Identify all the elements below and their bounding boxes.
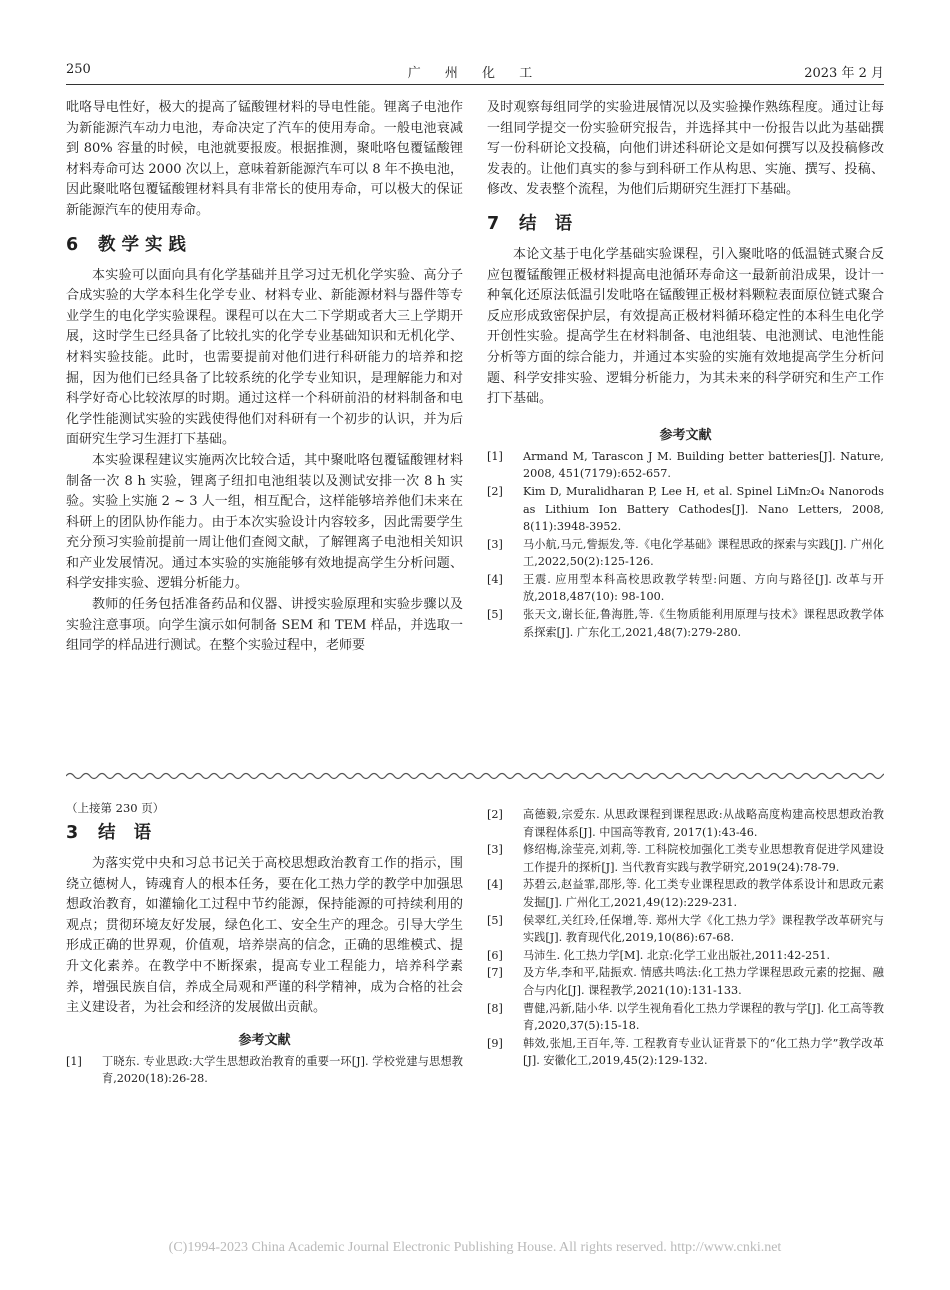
reference-text: 张天文,谢长征,鲁海胜,等.《生物质能利用原理与技术》课程思政教学体系探索[J]. 广东化工,2021,48(7):279-280. bbox=[523, 608, 884, 639]
reference-text: 及方华,李和平,陆振欢. 情感共鸣法:化工热力学课程思政元素的挖掘、融合与内化[J]. 课程教学,2021(10):131-133. bbox=[523, 966, 884, 997]
reference-text: 王震. 应用型本科高校思政教学转型:问题、方向与路径[J]. 改革与开放,2018,487(10): 98-100. bbox=[523, 572, 884, 604]
reference-item bbox=[487, 964, 884, 999]
reference-item bbox=[487, 536, 884, 571]
conclusion-paragraph: 本论文基于电化学基础实验课程，引入聚吡咯的低温链式聚合反应包覆锰酸锂正极材料提高电池循环寿命这一最新前沿成果，设计一种氧化还原法低温引发吡咯在锰酸锂正极材料颗粒表面原位链式聚合反应形成致密保护层，有效提高正极材料循环稳定性的本科生电化学开创性实验。提高学生在材料制备、电池组装、电池测试、电池性能分析等方面的综合能力，并通过本实验的实施有效地提高学生分析问题、科学安排实验、逻辑分析能力，为其未来的科学研究和生产工作打下基础。 bbox=[487, 246, 884, 407]
reference-item bbox=[487, 947, 884, 965]
bottom-right-column bbox=[487, 806, 884, 1070]
header-rule bbox=[66, 84, 884, 85]
reference-item bbox=[487, 1000, 884, 1035]
section-title: 教学实践 bbox=[98, 234, 192, 255]
section-6-heading bbox=[66, 228, 463, 262]
reference-number: [8] bbox=[487, 1001, 503, 1015]
reference-item bbox=[487, 448, 884, 483]
copyright-footer: (C)1994-2023 China Academic Journal Electronic Publishing House. All rights reserved. http://www.cnki.net bbox=[168, 1240, 782, 1255]
reference-item bbox=[487, 483, 884, 536]
reference-text: 修绍梅,涂莹亮,刘莉,等. 工科院校加强化工类专业思想教育促进学风建设工作提升的探析[J]. 当代教育实践与教学研究,2019(24):78-79. bbox=[523, 843, 884, 874]
reference-item bbox=[487, 876, 884, 911]
running-head bbox=[66, 62, 884, 86]
reference-text: Armand M, Tarascon J M. Building better batteries[J]. Nature, 2008, 451(7179):652-657. bbox=[523, 449, 884, 481]
top-left-column bbox=[66, 98, 463, 657]
section-3-heading bbox=[66, 816, 463, 850]
section-title: 结 语 bbox=[519, 213, 579, 234]
conclusion-paragraph: 为落实党中央和习总书记关于高校思想政治教育工作的指示，围绕立德树人，铸魂育人的根本任务，要在化工热力学的教学中加强思想政治教育，如灌输化工过程中节约能源，保持能源的可持续利用的观点；贯彻环境友好发展，绿色化工、安全生产的理念。引导大学生形成正确的世界观，价值观，培养崇高的信念，正确的思维模式、提升文化素养。在教学中不断探索，提高专业工程能力，培养科学素养，增强民族自信，养成全局观和严谨的科学精神，成为合格的社会主义建设者，为社会和经济的发展做出贡献。 bbox=[66, 856, 463, 1016]
reference-number: [2] bbox=[487, 808, 503, 821]
section-7-heading bbox=[487, 207, 884, 241]
reference-number: [3] bbox=[487, 843, 503, 857]
continued-from-note: （上接第 230 页） bbox=[66, 801, 165, 815]
section-title: 结 语 bbox=[98, 823, 158, 843]
references-heading: 参考文献 bbox=[238, 1032, 291, 1048]
reference-text: 侯翠红,关红玲,任保增,等. 郑州大学《化工热力学》课程教学改革研究与实践[J]. 教育现代化,2019,10(86):67-68. bbox=[523, 913, 884, 945]
reference-number: [4] bbox=[487, 878, 503, 892]
body-paragraph: 本实验可以面向具有化学基础并且学习过无机化学实验、高分子合成实验的大学本科生化学专业、材料专业、新能源材料与器件等专业学生的电化学实验课程。课程可以在大二下学期或者大三上学期开展，这时学生已经具备了比较扎实的化学专业基础知识和无机化学、材料实验技能。此时，也需要提前对他们进行科研能力的培养和挖掘，因为他们已经具备了比较系统的化学专业知识，是理解能力和对科学好奇心比较浓厚的时期。通过这样一个科研前沿的材料制备和电化学性能测试实验的实践使得他们对科研有一个初步的认识，并为后面研究生学习生涯打下基础。 bbox=[66, 267, 463, 448]
reference-text: 马小航,马元,訾振发,等.《电化学基础》课程思政的探索与实践[J]. 广州化工,2022,50(2):125-126. bbox=[523, 537, 884, 569]
section-number: 6 bbox=[66, 234, 79, 255]
reference-item bbox=[487, 806, 884, 841]
reference-list bbox=[487, 448, 884, 642]
journal-name: 广 州 化 工 bbox=[407, 66, 543, 81]
reference-item bbox=[487, 571, 884, 606]
reference-number: [2] bbox=[487, 484, 503, 498]
bottom-left-column bbox=[66, 816, 463, 1088]
continued-paragraph: 及时观察每组同学的实验进展情况以及实验操作熟练程度。通过让每一组同学提交一份实验研究报告，并选择其中一份报告以此为基础撰写一份科研论文投稿，向他们讲述科研论文是如何撰写以及投稿修改发表的。让他们真实的参与到科研工作从构思、实施、撰写、投稿、修改、发表整个流程，为他们后期研究生涯打下基础。 bbox=[487, 100, 884, 198]
reference-number: [6] bbox=[487, 948, 503, 962]
reference-text: 曹健,冯新,陆小华. 以学生视角看化工热力学课程的教与学[J]. 化工高等教育,2020,37(5):15-18. bbox=[523, 1001, 884, 1033]
issue-date: 2023 年 2 月 bbox=[804, 66, 884, 81]
section-number: 3 bbox=[66, 823, 79, 843]
reference-number: [5] bbox=[487, 608, 503, 622]
references-heading: 参考文献 bbox=[659, 427, 712, 443]
reference-text: 高德毅,宗爱东. 从思政课程到课程思政:从战略高度构建高校思想政治教育课程体系[J]. 中国高等教育, 2017(1):43-46. bbox=[523, 808, 884, 839]
reference-number: [9] bbox=[487, 1036, 503, 1050]
reference-item bbox=[487, 1035, 884, 1070]
wave-divider bbox=[66, 770, 884, 782]
reference-text: 马沛生. 化工热力学[M]. 北京:化学工业出版社,2011:42-251. bbox=[523, 948, 831, 962]
reference-item bbox=[487, 841, 884, 876]
reference-number: [1] bbox=[487, 449, 503, 463]
page-number: 250 bbox=[66, 62, 91, 77]
reference-text: 韩效,张旭,王百年,等. 工程教育专业认证背景下的“化工热力学”教学改革[J]. 安徽化工,2019,45(2):129-132. bbox=[523, 1036, 884, 1068]
intro-paragraph: 吡咯导电性好，极大的提高了锰酸锂材料的导电性能。锂离子电池作为新能源汽车动力电池，寿命决定了汽车的使用寿命。一般电池衰减到 80% 容量的时候，电池就要报废。根据推测，聚吡咯包覆锰酸锂材料寿命可达 2000 次以上，意味着新能源汽车可以 8 年不换电池，因此聚吡咯包覆锰酸锂材料具有非常长的使用寿命，可以极大的保证新能源汽车的使用寿命。 bbox=[66, 100, 463, 218]
reference-number: [5] bbox=[487, 913, 503, 927]
reference-number: [4] bbox=[487, 572, 503, 586]
section-number: 7 bbox=[487, 213, 500, 234]
reference-item bbox=[66, 1053, 463, 1088]
reference-number: [7] bbox=[487, 966, 503, 980]
reference-item bbox=[487, 606, 884, 641]
body-paragraph: 教师的任务包括准备药品和仪器、讲授实验原理和实验步骤以及实验注意事项。向学生演示如何制备 SEM 和 TEM 样品，并选取一组同学的样品进行测试。在整个实验过程中，老师要 bbox=[66, 597, 463, 654]
reference-text: 丁晓东. 专业思政:大学生思想政治教育的重要一环[J]. 学校党建与思想教育,2020(18):26-28. bbox=[102, 1054, 463, 1086]
reference-text: Kim D, Muralidharan P, Lee H, et al. Spinel LiMn₂O₄ Nanorods as Lithium Ion Battery Cathodes[J]. Nano Letters, 2008, 8(11):3948-3952. bbox=[523, 484, 884, 534]
reference-item bbox=[487, 912, 884, 947]
reference-text: 苏碧云,赵益霏,邵彤,等. 化工类专业课程思政的教学体系设计和思政元素发掘[J]. 广州化工,2021,49(12):229-231. bbox=[523, 878, 884, 909]
top-right-column bbox=[487, 98, 884, 641]
reference-number: [3] bbox=[487, 537, 503, 551]
reference-number: [1] bbox=[66, 1054, 82, 1068]
body-paragraph: 本实验课程建议实施两次比较合适，其中聚吡咯包覆锰酸锂材料制备一次 8 h 实验，锂离子纽扣电池组装以及测试安排一次 8 h 实验。实验上实施 2 ~ 3 人一组，相互配合，这样能够培养他们未来在科研上的团队协作能力。由于本次实验设计内容较多，因此需要学生充分预习实验前提前一周让他们查阅文献，了解锂离子电池相关知识和产业发展情况。通过本实验的实施能够有效地提高学生分析问题、科学安排实验、逻辑分析能力。 bbox=[66, 452, 463, 592]
